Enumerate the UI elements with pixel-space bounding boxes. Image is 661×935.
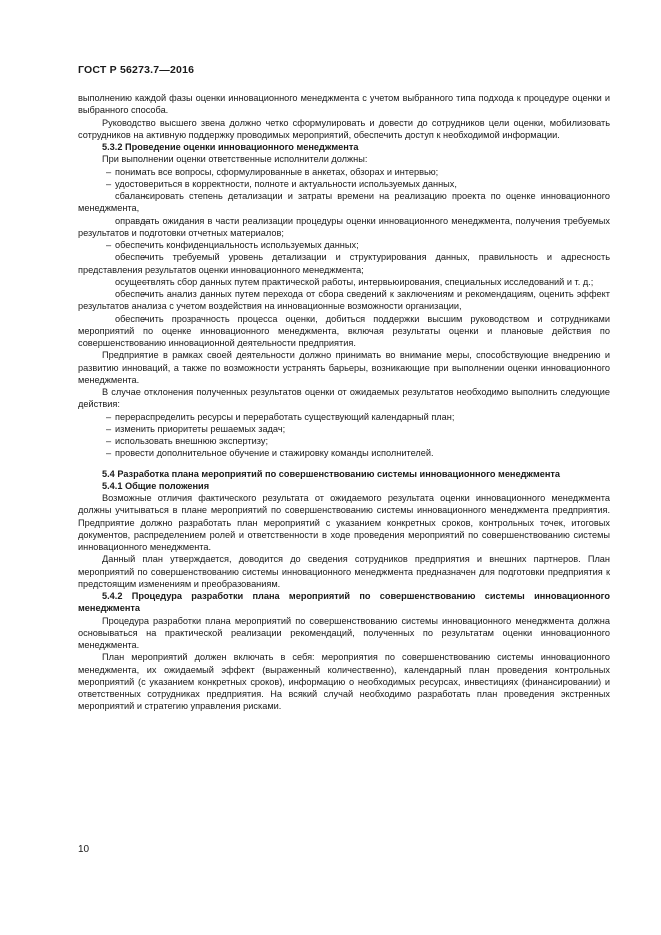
list-item: – обеспечить конфиденциальность используемых данных; <box>78 239 610 251</box>
list-item: – понимать все вопросы, сформулированные в анкетах, обзорах и интервью; <box>78 166 610 178</box>
paragraph: выполнению каждой фазы оценки инновационного менеджмента с учетом выбранного типа подхода к процедуре оценки и выбранного способа. <box>78 93 610 116</box>
list-item: – перераспределить ресурсы и переработать существующий календарный план; <box>78 411 610 423</box>
paragraph: Руководство высшего звена должно четко сформулировать и довести до сотрудников цели оценки, мобилизовать сотрудников на активную поддержку проводимых мероприятий, обеспечить доступ к необходимой информации. <box>78 117 610 140</box>
list-item: – провести дополнительное обучение и стажировку команды исполнителей. <box>78 447 610 459</box>
list-item: – оправдать ожидания в части реализации процедуры оценки инновационного менеджмента, получения требуемых результатов и подготовки отчетных материалов; <box>78 215 610 240</box>
list-item: – обеспечить прозрачность процесса оценки, добиться поддержки высшим руководством и сотрудниками мероприятий по оценке инновационного менеджмента, включая результаты оценки и плановые действия по совершенствованию инновационной деятельности предприятия. <box>78 313 610 350</box>
section-heading-5-4-1: 5.4.1 Общие положения <box>102 480 210 491</box>
list-item: – сбалансировать степень детализации и затраты времени на реализацию проекта по оценке инновационного менеджмента, <box>78 190 610 215</box>
section-heading-5-4-2: 5.4.2 Процедура разработки плана мероприятий по совершенствованию системы инновационного менеджмента <box>78 591 610 614</box>
section-heading-5-3-2: 5.3.2 Проведение оценки инновационного менеджмента <box>102 142 359 152</box>
paragraph: План мероприятий должен включать в себя: мероприятия по совершенствованию системы инновационного менеджмента, их ожидаемый эффект (выраженный количественно), календарный план проведения контрольных мероприятий (с указанием конкретных сроков), информацию о необходимых ресурсах, инвестициях (финансировании) и ответственных сотрудниках предприятия. На всякий случай необходимо разработать план проведения экстренных мероприятий и стратегию управления рисками. <box>78 652 610 712</box>
paragraph: Данный план утверждается, доводится до сведения сотрудников предприятия и внешних партнеров. План мероприятий по совершенствованию системы инновационного менеджмента предназначен для подготовки предприятия к предстоящим изменениям и преобразованиям. <box>78 554 610 589</box>
list-item: – удостовериться в корректности, полноте и актуальности используемых данных, <box>78 178 610 190</box>
list-item: – изменить приоритеты решаемых задач; <box>78 423 610 435</box>
document-body <box>78 92 610 713</box>
page-number: 10 <box>78 844 90 855</box>
paragraph: Предприятие в рамках своей деятельности должно принимать во внимание меры, способствующие внедрению и развитию инноваций, а также по возможности устранять барьеры, возникающие при выполнении оценки инновационного менеджмента. <box>78 350 610 385</box>
document-header: ГОСТ Р 56273.7—2016 <box>78 64 195 76</box>
list-item: – обеспечить требуемый уровень детализации и структурирования данных, правильность и адресность представления результатов оценки инновационного менеджмента; <box>78 251 610 276</box>
list-item: – обеспечить анализ данных путем перехода от сбора сведений к заключениям и рекомендациям, оценить эффект результатов анализа с учетом воздействия на инновационные возможности организации, <box>78 288 610 313</box>
paragraph: В случае отклонения полученных результатов оценки от ожидаемых результатов необходимо выполнить следующие действия: <box>78 387 610 410</box>
paragraph: При выполнении оценки ответственные исполнители должны: <box>102 154 368 165</box>
list-item: – использовать внешнюю экспертизу; <box>78 435 610 447</box>
paragraph: Возможные отличия фактического результата от ожидаемого результата оценки инновационного менеджмента должны учитываться в плане мероприятий по совершенствованию системы инновационного менеджмента предприятия. Предприятие должно разработать план мероприятий с указанием конкретных сроков, контрольных точек, итоговых документов, распределением ролей и ответственности в ходе проведения мероприятий по совершенствованию системы инновационного менеджмента. <box>78 493 610 552</box>
list-item: – осуществлять сбор данных путем практической работы, интервьюирования, специальных исследований и т. д.; <box>78 276 610 288</box>
paragraph: Процедура разработки плана мероприятий по совершенствованию системы инновационного менеджмента должна основываться на практической реализации рекомендаций, полученных по результатам оценки инновационного менеджмента. <box>78 615 610 650</box>
section-heading-5-4: 5.4 Разработка плана мероприятий по совершенствованию системы инновационного менеджмента <box>102 468 561 479</box>
